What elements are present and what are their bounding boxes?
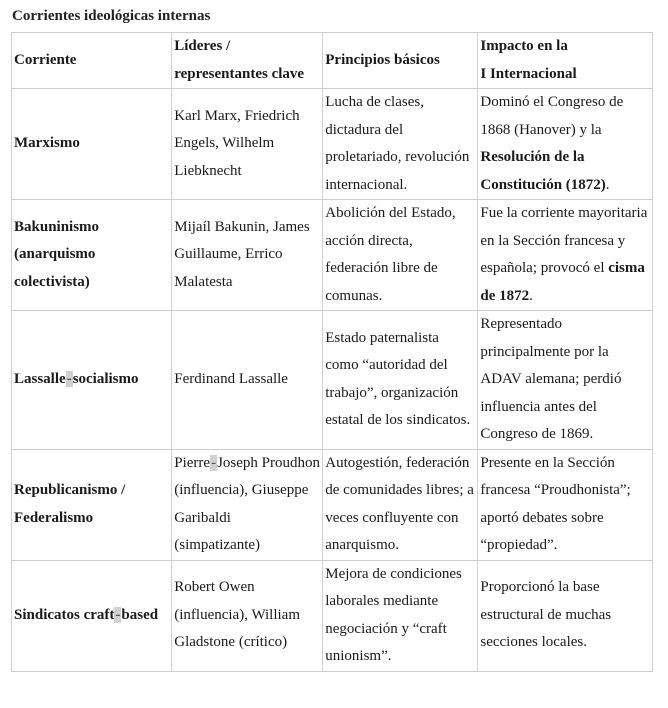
cell-lideres: Ferdinand Lassalle [172,311,323,450]
table-row [12,200,653,311]
cell-principios: Lucha de clases, dictadura del proletariado, revolución internacional. [323,89,478,200]
header-impacto: Impacto en la I Internacional [478,33,653,89]
soft-hyphen-mark: - [211,454,217,471]
cell-corriente: Marxismo [12,89,172,200]
cell-principios: Autogestión, federación de comunidades libres; a veces confluyente con anarquismo. [323,449,478,560]
table-caption: Corrientes ideológicas internas [12,8,211,24]
cell-principios: Mejora de condiciones laborales mediante negociación y “craft unionism”. [323,560,478,671]
cell-impacto: Presente en la Sección francesa “Proudhonista”; aportó debates sobre “propiedad”. [478,449,653,560]
cell-impacto: Representado principalmente por la ADAV alemana; perdió influencia antes del Congreso de 1869. [478,311,653,450]
soft-hyphen-mark: - [115,606,121,623]
cell-corriente: Sindicatos craft-based [12,560,172,671]
ideologies-table [11,32,653,672]
cell-impacto: Dominó el Congreso de 1868 (Hanover) y la Resolución de la Constitución (1872). [478,89,653,200]
cell-principios: Estado paternalista como “autoridad del trabajo”, organización estatal de los sindicatos. [323,311,478,450]
table-row [12,449,653,560]
cell-impacto: Proporcionó la base estructural de muchas secciones locales. [478,560,653,671]
cell-lideres: Robert Owen (influencia), William Gladstone (crítico) [172,560,323,671]
soft-hyphen-mark: - [66,371,72,387]
table-row [12,311,653,450]
cell-corriente: Republicanismo / Federalismo [12,449,172,560]
cell-principios: Abolición del Estado, acción directa, federación libre de comunas. [323,200,478,311]
header-principios: Principios básicos [323,33,478,89]
header-row [12,33,653,89]
cell-corriente: Lassalle-socialismo [12,311,172,450]
table-row [12,89,653,200]
cell-lideres: Karl Marx, Friedrich Engels, Wilhelm Liebknecht [172,89,323,200]
cell-corriente: Bakuninismo (anarquismo colectivista) [12,200,172,311]
table-row [12,560,653,671]
cell-lideres: Mijaíl Bakunin, James Guillaume, Errico Malatesta [172,200,323,311]
header-corriente: Corriente [12,33,172,89]
cell-impacto: Fue la corriente mayoritaria en la Sección francesa y española; provocó el cisma de 1872. [478,200,653,311]
cell-lideres: Pierre-Joseph Proudhon (influencia), Giuseppe Garibaldi (simpatizante) [172,449,323,560]
header-lideres: Líderes / representantes clave [172,33,323,89]
